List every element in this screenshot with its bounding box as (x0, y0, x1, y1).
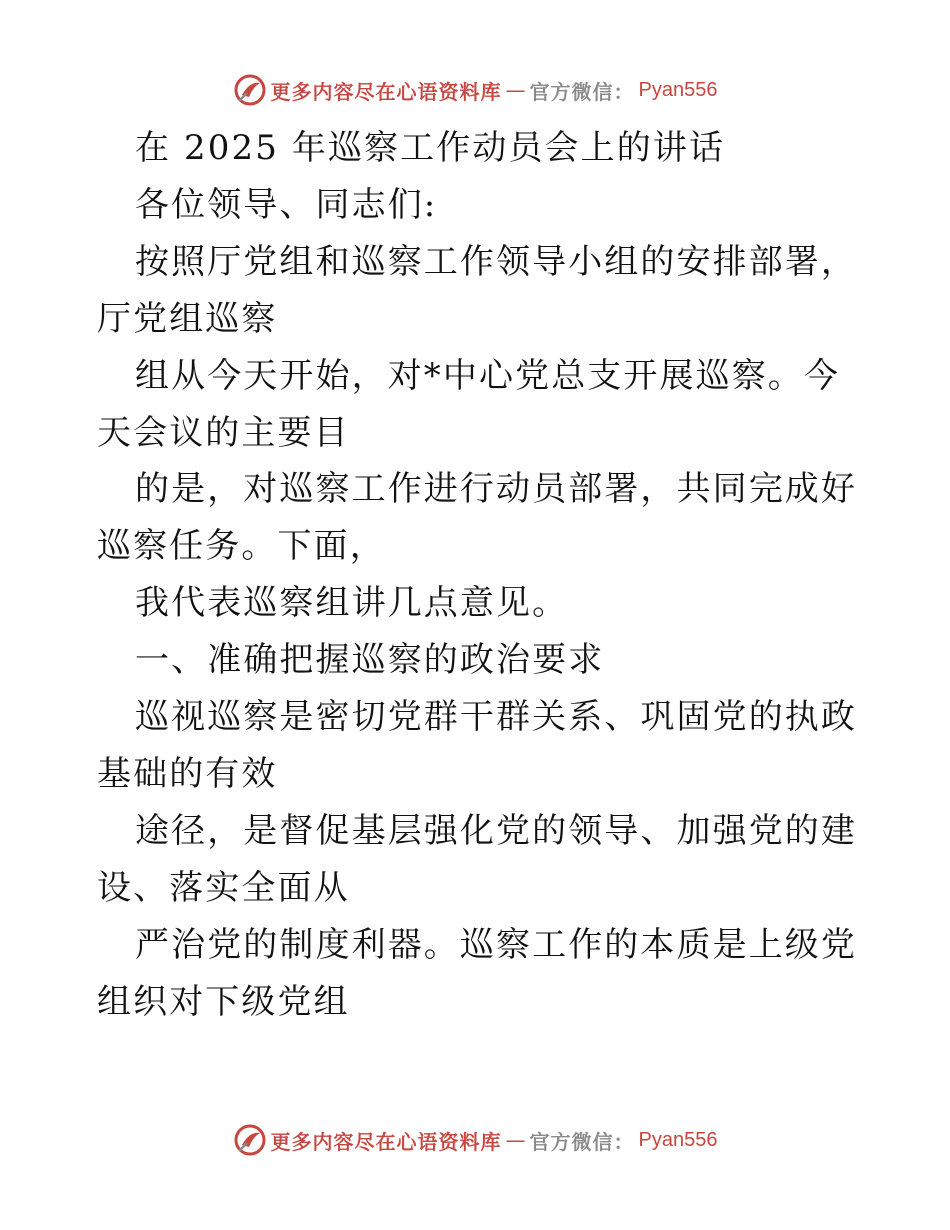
paragraph: 巡视巡察是密切党群干群关系、巩固党的执政基础的有效 (97, 697, 857, 794)
section-heading: 一、准确把握巡察的政治要求 (135, 640, 605, 681)
paragraph: 按照厅党组和巡察工作领导小组的安排部署，厅党组巡察 (97, 241, 857, 339)
banner-wechat-id: Pyan556 (638, 78, 718, 101)
header-watermark-banner (0, 70, 950, 110)
paragraph: 我代表巡察组讲几点意见。 (135, 583, 569, 624)
footer-watermark-banner (0, 1120, 950, 1160)
banner-wechat-label: 官方微信： (529, 79, 635, 104)
paragraph: 途径，是督促基层强化党的领导、加强党的建设、落实全面从 (97, 810, 857, 908)
banner-text: 更多内容尽在心语资料库 (270, 1129, 502, 1154)
banner-wechat-id: Pyan556 (638, 1128, 718, 1151)
logo-icon (233, 73, 267, 107)
paragraph: 组从今天开始，对*中心党总支开展巡察。今天会议的主要目 (97, 355, 840, 453)
banner-dash: — (505, 1128, 526, 1152)
salutation: 各位领导、同志们: (135, 184, 438, 225)
banner-dash: — (505, 78, 526, 102)
document-title: 在 2025 年巡察工作动员会上的讲话 (135, 128, 726, 168)
paragraph: 严治党的制度利器。巡察工作的本质是上级党组织对下级党组 (97, 924, 857, 1022)
banner-wechat-label: 官方微信： (529, 1129, 635, 1154)
document-body (97, 120, 857, 1031)
logo-icon (233, 1123, 267, 1157)
paragraph: 的是，对巡察工作进行动员部署，共同完成好巡察任务。下面， (97, 469, 857, 567)
banner-text: 更多内容尽在心语资料库 (270, 79, 502, 104)
